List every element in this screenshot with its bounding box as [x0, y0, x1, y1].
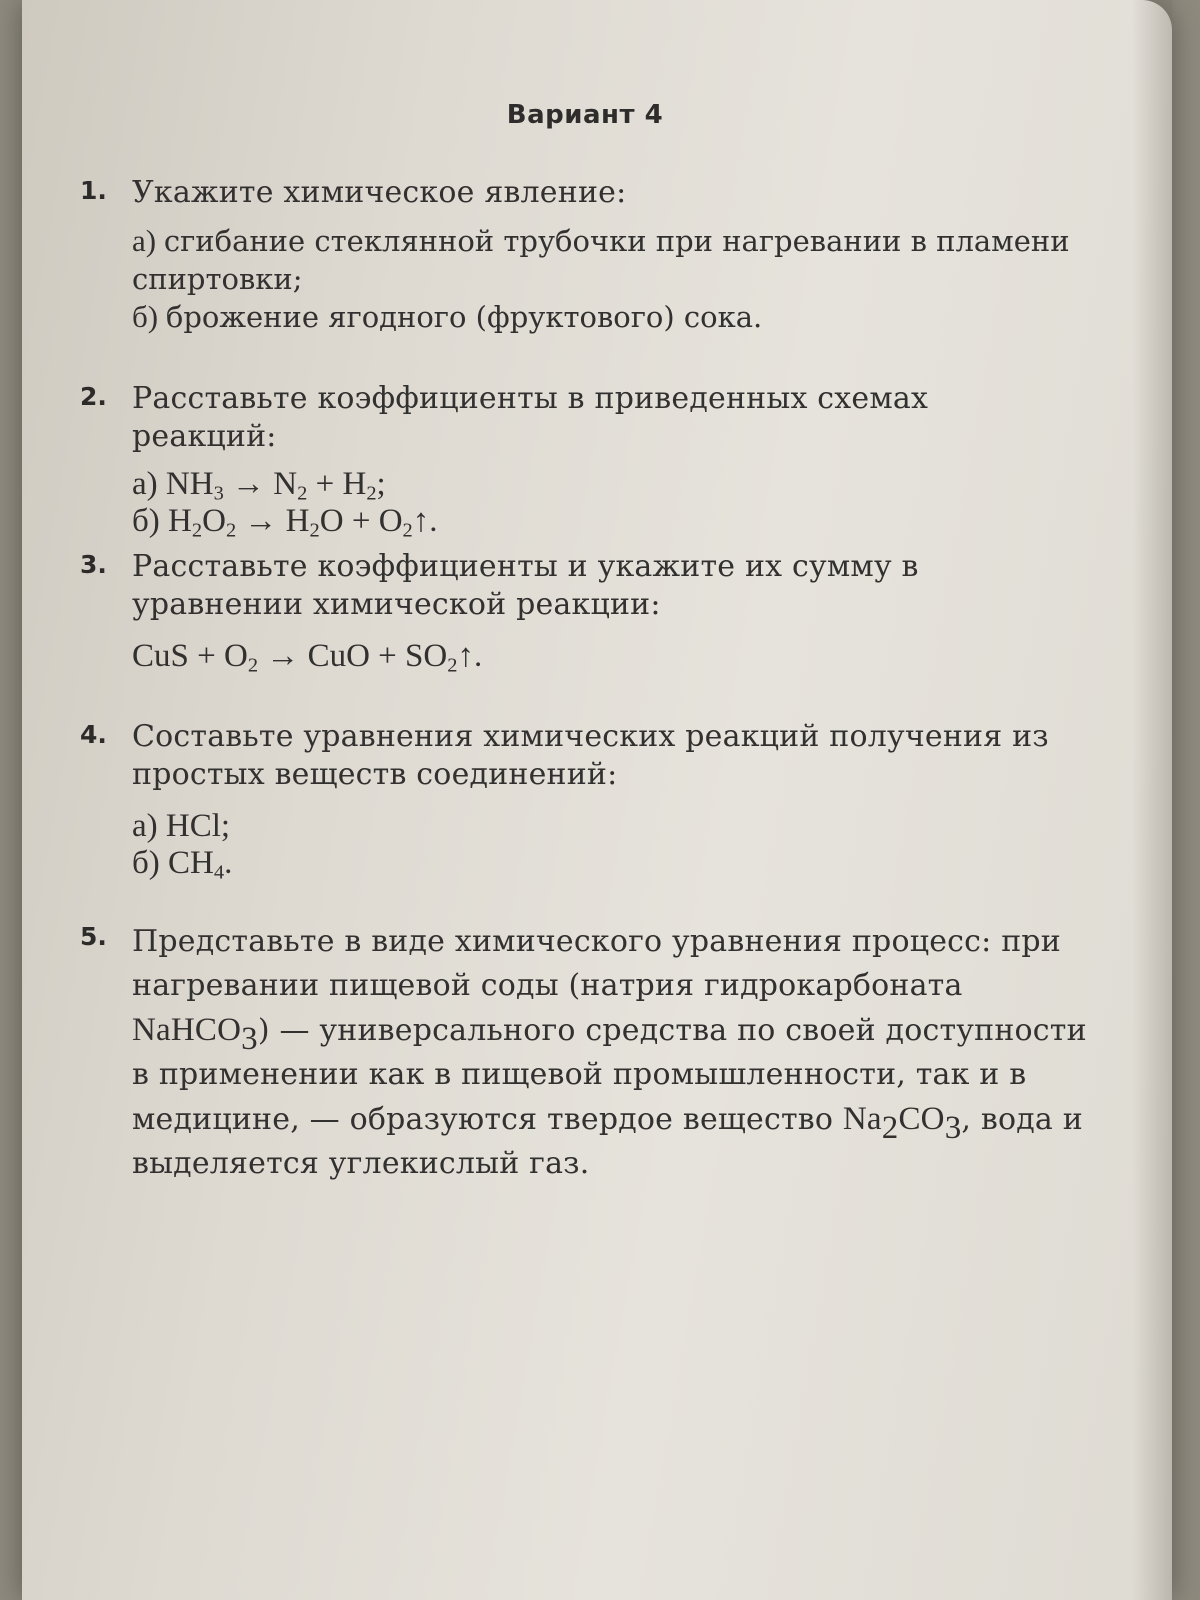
task-3	[80, 548, 1080, 675]
task-1	[80, 174, 1080, 336]
chemical-equation: CuS + $O_2$ → CuO + $SO_2↑$.	[132, 638, 483, 677]
task-number: 2.	[80, 382, 107, 411]
task-4	[80, 718, 1080, 882]
reaction-scheme-a: а) $NH_3 \to N_2 + H_2$;	[132, 466, 386, 505]
task-number: 1.	[80, 176, 107, 205]
task-prompt: Расставьте коэффициенты и укажите их сумму в уравнении химической реакции:	[132, 549, 919, 622]
task-number: 3.	[80, 550, 107, 579]
answer-option-b: б) брожение ягодного (фруктового) сока.	[132, 299, 763, 334]
task-number: 5.	[80, 922, 107, 951]
task-prompt: Представьте в виде химического уравнения процесс: при нагревании пищевой соды (натрия гидрокарбоната NaHCO$_3$) — универсального средства по своей доступности в применении как в пищевой промышленности, так и в медицине, — образуются твердое вещество $Na_2CO_3$, вода и выделяется углекислый газ.	[132, 924, 1087, 1181]
task-number: 4.	[80, 720, 107, 749]
reaction-scheme-b: б) $H_2O_2 \to H_2O$ + $O_2↑$.	[132, 503, 438, 542]
task-prompt: Расставьте коэффициенты в приведенных схемах реакций:	[132, 381, 929, 454]
compound-a: а) HCl;	[132, 808, 231, 844]
task-prompt: Составьте уравнения химических реакций получения из простых веществ соединений:	[132, 719, 1049, 792]
compound-b: б) $CH_4$.	[132, 845, 233, 884]
page-title: Вариант 4	[506, 100, 664, 130]
task-2	[80, 380, 1080, 540]
answer-option-a: а) сгибание стеклянной трубочки при нагревании в пламени спиртовки;	[132, 223, 1070, 296]
task-prompt: Укажите химическое явление:	[132, 175, 627, 210]
task-5	[80, 920, 1090, 1186]
